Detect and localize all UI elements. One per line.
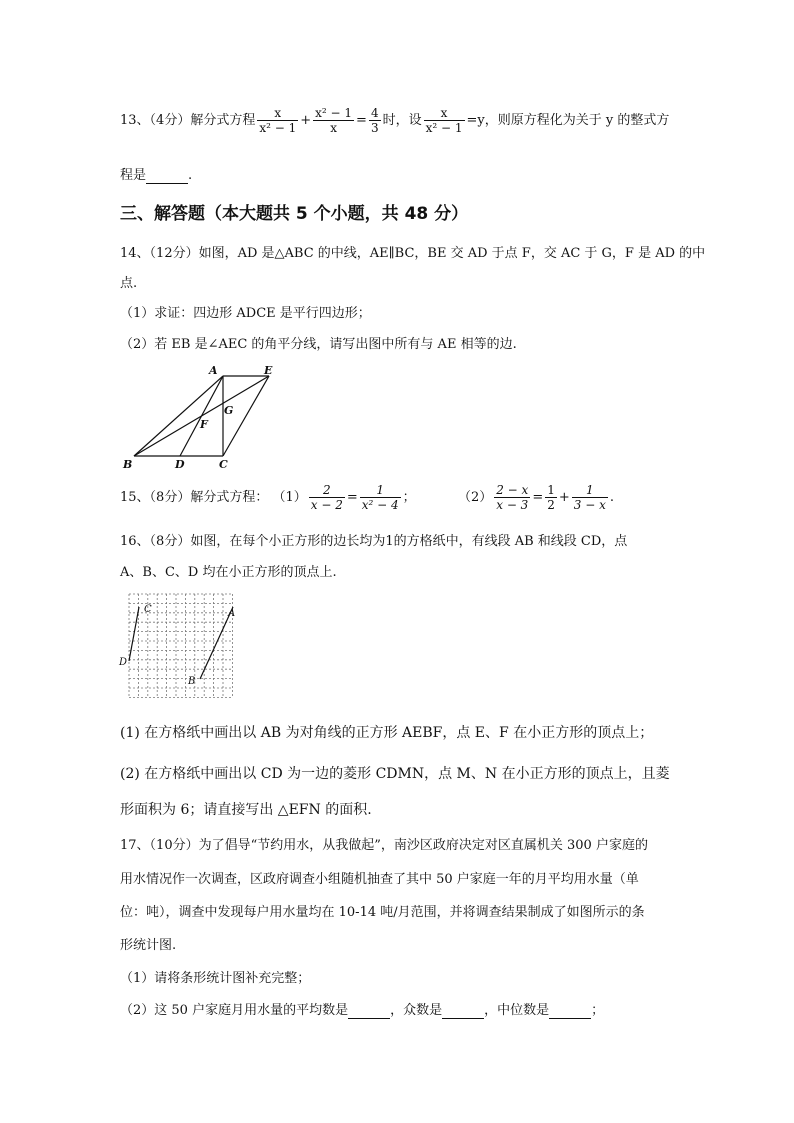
section-heading: 三、解答题（本大题共 5 个小题，共 48 分）: [120, 204, 469, 224]
q17-line4: 形统计图.: [120, 938, 177, 953]
q16-part1: (1) 在方格纸中画出以 AB 为对角线的正方形 AEBF，点 E、F 在小正方形的顶点上；: [120, 725, 654, 741]
q16-line1: 16、（8分）如图，在每个小正方形的边长均为1的方格纸中，有线段 AB 和线段 CD，点: [120, 534, 628, 549]
q15-p1-frac2: $\frac{1}{\text{x² − 4}}$: [361, 483, 399, 512]
q16-grid-figure: [118, 590, 248, 705]
grid-label-D: D: [119, 657, 128, 668]
q13-frac1: $\frac{x}{\text{x² − 1}}$: [259, 106, 297, 135]
q14-part1: （1）求证：四边形 ADCE 是平行四边形；: [120, 306, 371, 321]
q15-line: 15、（8分）解分式方程： （1） $\frac{2}{x - 2}$ = $\frac{1}{\text{x² − 4}}$ ； （2） $\frac{2 - x}{x - 3}$ = $\frac{1}{2}$ + $\frac{1}{3 - x}$ .: [120, 483, 615, 512]
q14-part2: （2）若 EB 是∠AEC 的角平分线，请写出图中所有与 AE 相等的边.: [120, 337, 517, 352]
q16-part2b: 形面积为 6；请直接写出 △EFN 的面积.: [120, 802, 372, 818]
q15-p1-frac1: $\frac{2}{x - 2}$: [310, 483, 343, 512]
q17-line2: 用水情况作一次调查，区政府调查小组随机抽查了其中 50 户家庭一年的月平均用水量（单: [120, 872, 639, 887]
q13-prefix: 13、（4分）解分式方程: [120, 113, 256, 128]
q13-line1: 13、（4分）解分式方程 $\frac{x}{\text{x² − 1}}$ + $\frac{\text{x² − 1}}{x}$ = $\frac{4}{3}$ 时，设 $\frac{x}{\text{x² − 1}}$ =y，则原方程化为关于 y 的整式方: [120, 106, 670, 135]
label-E: E: [264, 364, 273, 377]
answer-blank-median[interactable]: [549, 1003, 591, 1019]
q16-line2: A、B、C、D 均在小正方形的顶点上.: [120, 565, 337, 580]
q15-p2-frac3: $\frac{1}{3 - x}$: [573, 483, 606, 512]
q13-line2: 程是 .: [120, 168, 193, 183]
q17-part1: （1）请将条形统计图补充完整；: [120, 971, 311, 986]
q14-geometry-figure: [115, 360, 295, 475]
label-F: F: [200, 418, 208, 431]
label-B: B: [123, 458, 133, 471]
answer-blank-mode[interactable]: [442, 1003, 484, 1019]
label-G: G: [224, 404, 234, 417]
q13-frac4: $\frac{x}{\text{x² − 1}}$: [425, 106, 463, 135]
q13-frac2: $\frac{\text{x² − 1}}{x}$: [315, 106, 353, 135]
grid-label-B: B: [188, 676, 196, 687]
q17-line1: 17、（10分）为了倡导“节约用水，从我做起”，南沙区政府决定对区直属机关 300 户家庭的: [120, 838, 648, 853]
q17-part2: （2）这 50 户家庭月用水量的平均数是 ，众数是 ，中位数是 ；: [120, 1003, 605, 1018]
q13-frac3: $\frac{4}{3}$: [370, 106, 379, 135]
label-A: A: [209, 364, 218, 377]
q15-p2-frac1: $\frac{2 - x}{x - 3}$: [496, 483, 529, 512]
grid-label-C: C: [144, 604, 152, 615]
q14-line1: 14、（12分）如图，AD 是△ABC 的中线，AE∥BC，BE 交 AD 于点 F，交 AC 于 G，F 是 AD 的中: [120, 246, 706, 261]
label-C: C: [219, 458, 228, 471]
label-D: D: [175, 458, 185, 471]
q16-part2a: (2) 在方格纸中画出以 CD 为一边的菱形 CDMN，点 M、N 在小正方形的顶点上，且菱: [120, 766, 670, 782]
q17-line3: 位：吨），调查中发现每户用水量均在 10-14 吨/月范围，并将调查结果制成了如图所示的条: [120, 905, 645, 920]
q15-p2-frac2: $\frac{1}{2}$: [547, 483, 555, 512]
answer-blank-mean[interactable]: [348, 1003, 390, 1019]
answer-blank[interactable]: [146, 168, 188, 184]
q14-line2: 点.: [120, 276, 138, 291]
grid-label-A: A: [228, 608, 236, 619]
